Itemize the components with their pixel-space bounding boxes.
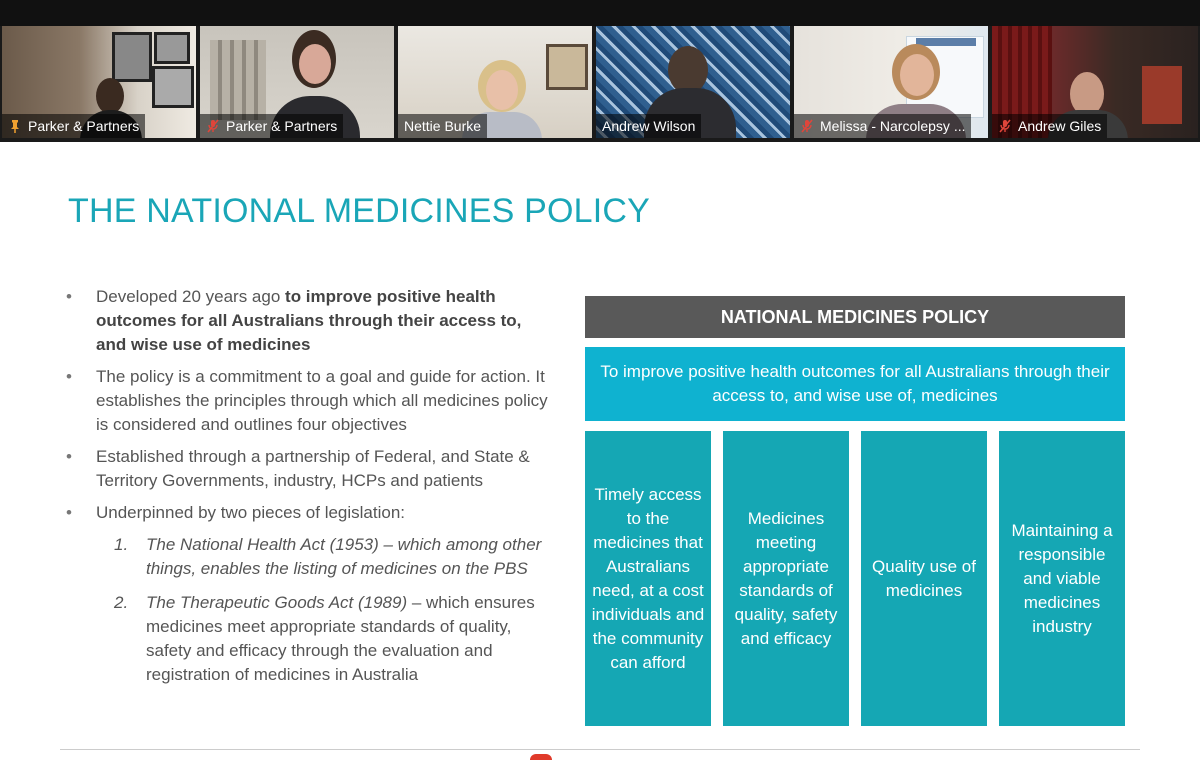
name-bar — [596, 114, 701, 138]
bullet-list — [66, 285, 556, 697]
participant-name: Parker & Partners — [28, 118, 140, 134]
slide-title: THE NATIONAL MEDICINES POLICY — [68, 192, 651, 230]
person-face — [900, 54, 934, 96]
name-bar — [794, 114, 971, 138]
wall-frame — [546, 44, 588, 90]
person-head — [96, 78, 124, 114]
wall-frame — [152, 66, 194, 108]
participant-tile[interactable] — [794, 26, 988, 138]
bullet-item: • Established through a partnership of Federal, and State & Territory Governments, industry, HCPs and patients — [66, 445, 556, 493]
name-bar — [200, 114, 343, 138]
policy-diagram — [585, 296, 1125, 726]
mic-muted-icon[interactable] — [206, 119, 220, 133]
mic-muted-icon[interactable] — [998, 119, 1012, 133]
name-bar — [992, 114, 1107, 138]
bullet-item: • The policy is a commitment to a goal and guide for action. It establishes the principles through which all medicines policy is considered and outlines four objectives — [66, 365, 556, 437]
wall-frame — [112, 32, 152, 82]
objective-box: Timely access to the medicines that Australians need, at a cost individuals and the community can afford — [585, 431, 711, 726]
wall-frame — [154, 32, 190, 64]
bullet-item: • Underpinned by two pieces of legislation: 1. The National Health Act (1953) – which among other things, enables the listing of medicines on the PBS 2. The Therapeutic Goods Act (1989) – which ensures medicines meet appropriate standards of quality, safety and efficacy through the evaluation and registration of medicines in Australia — [66, 501, 556, 687]
person-face — [299, 44, 331, 84]
legislation-item: 2. The Therapeutic Goods Act (1989) – which ensures medicines meet appropriate standards of quality, safety and efficacy through the evaluation and registration of medicines in Australia — [114, 593, 535, 684]
background-building — [210, 40, 266, 120]
participant-tile[interactable] — [2, 26, 196, 138]
meeting-top-bar — [0, 0, 1200, 26]
banner-text — [916, 38, 976, 46]
name-bar — [398, 114, 487, 138]
participant-name: Andrew Giles — [1018, 118, 1102, 134]
legislation-list — [96, 533, 556, 687]
participant-name: Melissa - Narcolepsy ... — [820, 118, 966, 134]
objectives-row — [585, 431, 1125, 726]
objective-box: Medicines meeting appropriate standards of quality, safety and efficacy — [723, 431, 849, 726]
legislation-item: 1. The National Health Act (1953) – which among other things, enables the listing of medicines on the PBS — [114, 535, 542, 578]
participant-tile[interactable] — [992, 26, 1198, 138]
person-head — [668, 46, 708, 94]
name-bar — [2, 114, 145, 138]
shared-slide — [0, 142, 1200, 760]
diagram-header: NATIONAL MEDICINES POLICY — [585, 296, 1125, 338]
slide-footer-line — [60, 749, 1140, 760]
person-face — [486, 70, 518, 110]
participant-name: Nettie Burke — [404, 118, 482, 134]
pin-icon[interactable] — [8, 119, 22, 133]
slide-footer-marker — [530, 754, 552, 760]
objective-box: Quality use of medicines — [861, 431, 987, 726]
diagram-goal: To improve positive health outcomes for all Australians through their access to, and wise use of, medicines — [585, 347, 1125, 421]
participant-name: Andrew Wilson — [602, 118, 696, 134]
mic-muted-icon[interactable] — [800, 119, 814, 133]
bullet-item: • Developed 20 years ago to improve positive health outcomes for all Australians through their access to, and wise use of medicines — [66, 285, 556, 357]
wall-art — [1142, 66, 1182, 124]
participant-strip — [0, 26, 1200, 140]
participant-tile[interactable] — [200, 26, 394, 138]
participant-tile[interactable] — [398, 26, 592, 138]
participant-name: Parker & Partners — [226, 118, 338, 134]
objective-box: Maintaining a responsible and viable medicines industry — [999, 431, 1125, 726]
participant-tile[interactable] — [596, 26, 790, 138]
